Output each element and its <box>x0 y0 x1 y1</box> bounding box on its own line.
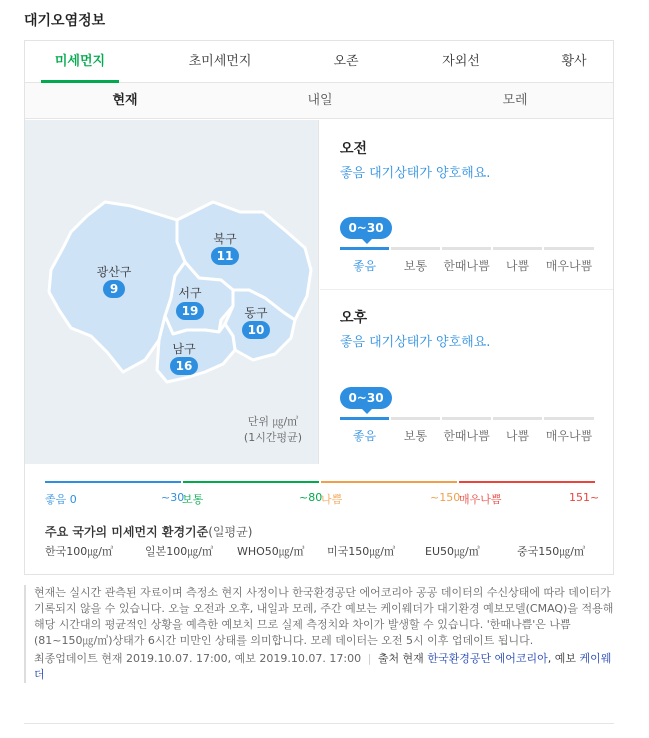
unit-text: 단위 ㎍/㎥ <box>247 415 299 428</box>
legend-bar-bad <box>321 481 457 483</box>
scale-segment <box>493 417 542 420</box>
range-bubble: 0~30 <box>340 387 392 409</box>
standard-item: 미국150㎍/㎥ <box>327 545 395 558</box>
standards-subtitle: (일평균) <box>208 525 253 539</box>
page-title: 대기오염정보 <box>24 13 106 29</box>
tab-uv[interactable]: 자외선 <box>442 54 480 69</box>
forecast-status-label: 좋음 <box>340 335 366 350</box>
legend-very-bad-end: 151~ <box>569 491 600 504</box>
district-value-seo[interactable]: 19 <box>176 302 204 320</box>
tab-yellow-dust[interactable]: 황사 <box>561 54 587 69</box>
standard-item: 중국150㎍/㎥ <box>517 545 585 558</box>
bottom-divider <box>24 723 614 724</box>
level-label: 매우나쁨 <box>545 429 593 443</box>
tab-ultrafine-dust[interactable]: 초미세먼지 <box>188 54 252 69</box>
forecast-source-prefix: , 예보 <box>547 652 576 665</box>
legend-normal-end: ~80 <box>299 491 323 504</box>
district-name-seo: 서구 <box>178 286 202 300</box>
level-scale <box>340 387 594 443</box>
district-value-nam[interactable]: 16 <box>170 357 198 375</box>
level-label: 한때나쁨 <box>443 259 490 273</box>
level-label: 보통 <box>403 259 428 273</box>
scale-segment <box>544 247 594 250</box>
level-scale <box>340 217 594 273</box>
unit-label <box>244 414 302 446</box>
forecast-status-desc: 대기상태가 양호해요. <box>369 166 491 181</box>
notice-text: 현재는 실시간 관측된 자료이며 측정소 현지 사정이나 한국환경공단 에어코리아 공공 데이터의 수신상태에 따라 데이터가 기록되지 않을 수 있습니다. 오늘 오전과 오후, 내일과 모레, 주간 예보는 케이웨더가 대기환경 예보모델(CMAQ)을 적용해 해당 시간대의 평균적인 상황을 예측한 예보치 므로 실제 측정치와 차이가 발생할 수 있습니다. '한때나쁨'은 나쁨(81~150㎍/㎥)상태가 6시간 미만인 상태를 의미합니다. 모레 데이터는 오전 5시 이후 업데이트 됩니다. <box>34 586 614 647</box>
update-time: 최종업데이트 현재 2019.10.07. 17:00, 예보 2019.10.07. 17:00 <box>34 652 362 665</box>
forecast-status-label: 좋음 <box>340 166 366 181</box>
legend-good-start: 좋음 0 <box>45 493 77 506</box>
scale-segment <box>442 417 491 420</box>
level-label: 나쁨 <box>505 259 530 273</box>
district-value-buk[interactable]: 11 <box>211 247 239 265</box>
legend-normal-label: 보통 <box>182 493 204 506</box>
unit-average-note: (1시간평균) <box>243 431 302 444</box>
scale-segment <box>340 247 389 250</box>
district-value-dong[interactable]: 10 <box>242 321 270 339</box>
forecast-afternoon <box>320 290 613 464</box>
standard-item: EU50㎍/㎥ <box>425 545 480 558</box>
level-label: 매우나쁨 <box>545 259 593 273</box>
level-label: 한때나쁨 <box>443 429 490 443</box>
scale-segment <box>391 247 440 250</box>
forecast-morning <box>320 120 613 289</box>
air-pollution-card <box>24 40 614 575</box>
scale-segment <box>340 417 389 420</box>
source-prefix: 출처 현재 <box>377 652 424 665</box>
tab-ozone[interactable]: 오존 <box>333 54 359 69</box>
pollutant-tabs <box>25 41 613 83</box>
legend-bar-good <box>45 481 181 483</box>
level-label: 나쁨 <box>505 429 530 443</box>
district-name-nam: 남구 <box>172 342 196 356</box>
scale-segment <box>391 417 440 420</box>
legend-bar-normal <box>183 481 319 483</box>
forecast-status <box>340 162 490 181</box>
level-label: 좋음 <box>352 429 377 443</box>
day-tab-now[interactable]: 현재 <box>112 93 138 108</box>
district-name-gwangsan: 광산구 <box>96 265 132 279</box>
legend-very-bad-label: 매우나쁨 <box>459 493 502 506</box>
standards-title-text: 주요 국가의 미세먼지 환경기준 <box>45 525 209 539</box>
level-label: 보통 <box>403 429 428 443</box>
legend-bad-label: 나쁨 <box>321 493 343 506</box>
range-bubble: 0~30 <box>340 217 392 239</box>
tab-fine-dust[interactable]: 미세먼지 <box>41 41 119 83</box>
scale-segment <box>493 247 542 250</box>
level-label: 좋음 <box>352 259 377 273</box>
standard-item: WHO50㎍/㎥ <box>237 545 305 558</box>
district-name-buk: 북구 <box>213 232 237 246</box>
update-info <box>34 651 614 683</box>
scale-segment <box>544 417 594 420</box>
standard-item: 한국100㎍/㎥ <box>45 545 113 558</box>
standards-title <box>45 523 252 540</box>
district-value-gwangsan[interactable]: 9 <box>103 280 125 298</box>
standard-item: 일본100㎍/㎥ <box>145 545 213 558</box>
forecast-title: 오후 <box>340 310 368 326</box>
day-tab-day-after[interactable]: 모레 <box>502 93 528 108</box>
source-link-kweather[interactable]: 케이웨더 <box>34 652 612 681</box>
legend-bar-very-bad <box>459 481 595 483</box>
forecast-title: 오전 <box>340 141 368 157</box>
legend-good-end: ~30 <box>161 491 185 504</box>
data-notice <box>24 585 614 683</box>
separator: | <box>367 652 372 665</box>
day-tab-tomorrow[interactable]: 내일 <box>307 93 333 108</box>
scale-segment <box>442 247 491 250</box>
day-tabs <box>25 83 613 119</box>
forecast-status-desc: 대기상태가 양호해요. <box>369 335 491 350</box>
district-map <box>25 120 319 464</box>
district-name-dong: 동구 <box>244 306 268 320</box>
source-link-airkorea[interactable]: 한국환경공단 에어코리아 <box>427 652 548 665</box>
legend-bad-end: ~150 <box>430 491 461 504</box>
forecast-status <box>340 331 490 350</box>
